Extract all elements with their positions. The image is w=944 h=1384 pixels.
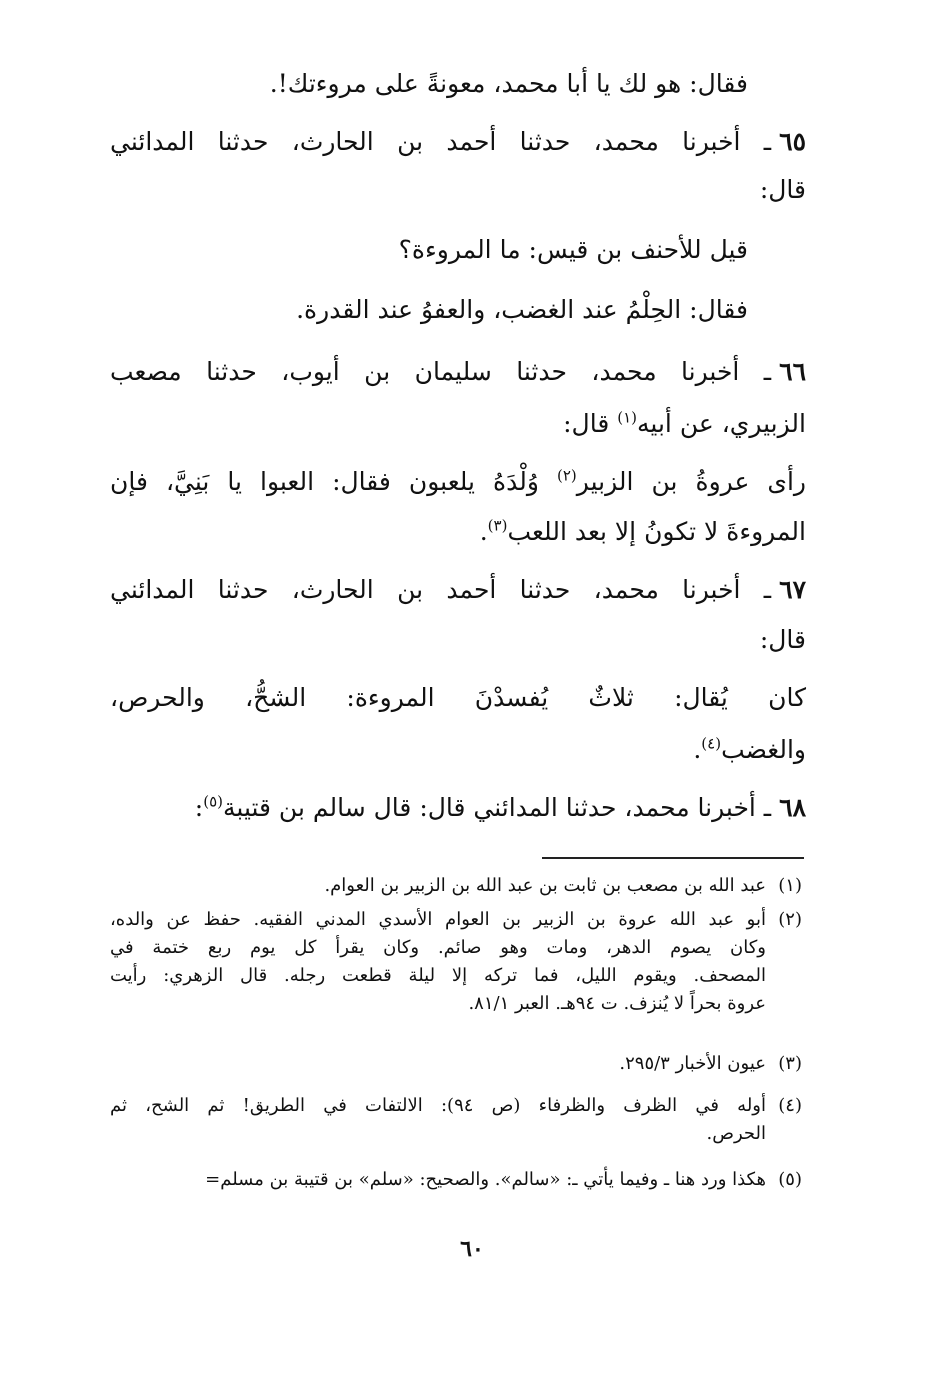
page-number: ٦٠ [460, 1236, 484, 1262]
line-text: المروءةَ لا تكونُ إلا بعد اللعب [507, 517, 806, 546]
footnote-1 [110, 872, 802, 900]
line-text: والغضب [721, 735, 806, 764]
line-text: كان يُقال: ثلاثٌ يُفسدْنَ المروءة: الشحُّ، والحرص، [110, 683, 806, 712]
text-line [110, 66, 748, 102]
footnote-mark: (٣) [778, 1053, 802, 1074]
text-line [110, 232, 748, 268]
paragraph-65-line-1 [110, 124, 806, 160]
line-text: رأى عروةُ بن الزبير [576, 467, 806, 496]
paragraph-68-line-1 [110, 790, 806, 826]
footnote-2 [110, 906, 802, 1018]
text-line [110, 292, 748, 328]
footnote-line: أبو عبد الله عروة بن الزبير بن العوام الأسدي المدني الفقيه. حفظ عن والده، [110, 909, 766, 930]
footnote-4 [110, 1092, 802, 1148]
footnote-line: المصحف. ويقوم الليل، فما تركه إلا ليلة قطعت رجله. قال الزهري: رأيت [110, 965, 766, 986]
line-text: قيل للأحنف بن قيس: ما المروءة؟ [398, 235, 748, 264]
footnote-ref: (٣) [487, 516, 508, 535]
line-text: قال: [759, 175, 806, 204]
text-line [110, 464, 806, 500]
paragraph-number: ٦٥ [779, 127, 806, 156]
paragraph-67-line-1 [110, 572, 806, 608]
footnote-mark: (١) [778, 875, 802, 896]
line-text: ـ أخبرنا محمد، حدثنا المدائني قال: قال سالم بن قتيبة [223, 793, 772, 822]
footnote-ref: (٥) [203, 792, 223, 811]
text-line [110, 514, 806, 550]
line-text: ـ أخبرنا محمد، حدثنا أحمد بن الحارث، حدثنا المدائني [110, 575, 772, 604]
line-text: ـ أخبرنا محمد، حدثنا أحمد بن الحارث، حدثنا المدائني [110, 127, 772, 156]
paragraph-number: ٦٦ [779, 357, 806, 386]
footnote-line: وكان يصوم الدهر، ومات وهو صائم. وكان يقرأ كل يوم ربع ختمة في [110, 937, 766, 958]
footnote-3 [110, 1050, 802, 1078]
paragraph-number: ٦٨ [779, 793, 806, 822]
footnote-line: أوله في الظرف والظرفاء (ص ٩٤): الالتفات في الطريق! ثم الشح، ثم [110, 1095, 766, 1116]
footnote-mark: (٥) [778, 1169, 802, 1190]
line-text: فقال: هو لك يا أبا محمد، معونةً على مروءتك!. [269, 69, 748, 98]
line-text: قال: [563, 409, 618, 438]
footnote-line: عروة بحراً لا يُنزف. ت ٩٤هـ. العبر ٨١/١. [468, 993, 766, 1014]
paragraph-number: ٦٧ [779, 575, 806, 604]
line-text: الزبيري، عن أبيه [637, 409, 806, 438]
line-text: . [479, 517, 488, 546]
paragraph-65-line-2 [110, 172, 806, 208]
footnote-divider [542, 857, 804, 859]
footnote-line: عيون الأخبار ٢٩٥/٣. [619, 1053, 766, 1074]
line-text: ـ أخبرنا محمد، حدثنا سليمان بن أيوب، حدثنا مصعب [110, 357, 772, 386]
text-line [110, 732, 806, 768]
footnote-5 [110, 1166, 802, 1194]
paragraph-66-line-1 [110, 354, 806, 390]
paragraph-66-line-2 [110, 406, 806, 442]
line-text: وُلْدَهُ يلعبون فقال: العبوا يا بَنِيَّ، فإن [110, 467, 557, 496]
footnote-line: هكذا ورد هنا ـ وفيما يأتي ـ: «سالم». والصحيح: «سلم» بن قتيبة بن مسلم= [205, 1169, 766, 1190]
text-line [110, 680, 806, 716]
footnote-ref: (٤) [701, 734, 722, 753]
footnote-line: الحرص. [706, 1123, 766, 1144]
line-text: فقال: الحِلْمُ عند الغضب، والعفوُ عند القدرة. [296, 295, 748, 324]
footnote-line: عبد الله بن مصعب بن ثابت بن عبد الله بن الزبير بن العوام. [324, 875, 766, 896]
footnote-mark: (٢) [778, 909, 802, 930]
line-text: قال: [759, 625, 806, 654]
footnote-mark: (٤) [778, 1095, 802, 1116]
line-text: : [194, 793, 204, 822]
line-text: . [693, 735, 702, 764]
footnote-ref: (١) [617, 408, 638, 427]
footnote-ref: (٢) [557, 466, 577, 485]
paragraph-67-line-2 [110, 622, 806, 658]
